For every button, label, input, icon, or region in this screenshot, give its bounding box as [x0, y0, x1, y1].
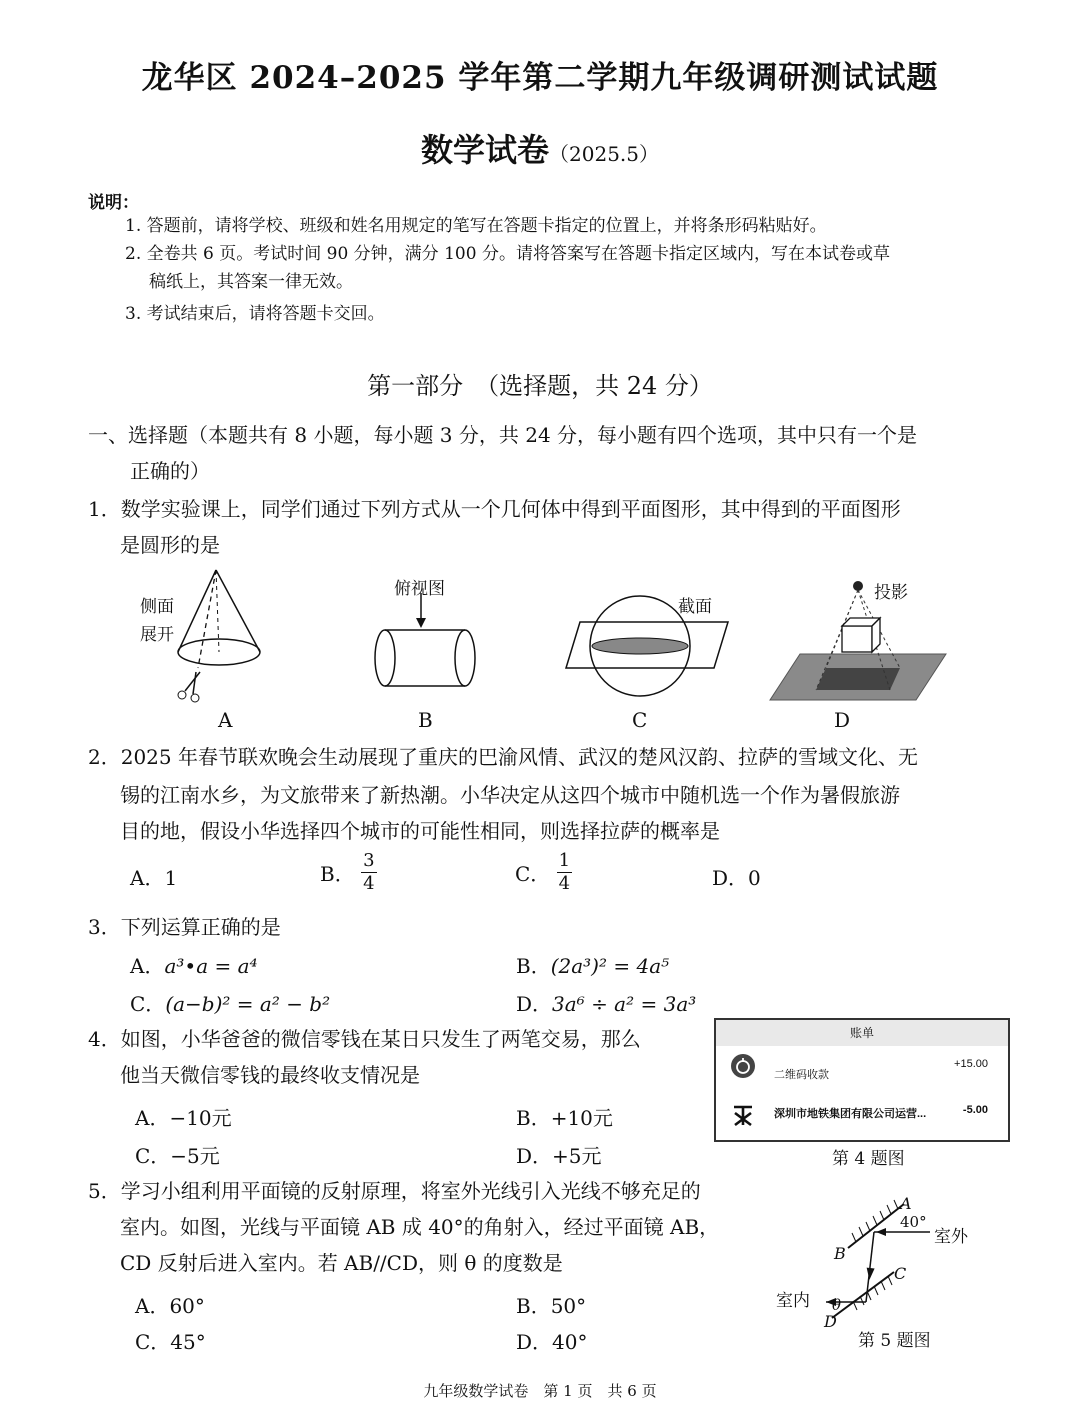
fig-c-label: 截面 [678, 597, 712, 617]
note-2-cont: 稿纸上，其答案一律无效。 [149, 272, 353, 292]
q2-option-b [320, 850, 377, 895]
angle-40-label: 40° [900, 1213, 927, 1231]
indoor-label: 室内 [776, 1291, 810, 1311]
theta-label: θ [832, 1296, 842, 1314]
exam-date: （2025.5） [549, 142, 659, 166]
q3-option-c: C．(a−b)² = a² − b² [130, 992, 331, 1016]
cylinder-figure [375, 593, 475, 686]
q2-stem-cont2: 目的地，假设小华选择四个城市的可能性相同，则选择拉萨的概率是 [120, 819, 720, 843]
q1-option-c: C [632, 708, 648, 732]
q1-stem-cont: 是圆形的是 [120, 533, 220, 557]
q4-figure-caption: 第 4 题图 [832, 1149, 905, 1169]
exam-subtitle [0, 125, 1080, 171]
q1-figures [120, 560, 980, 735]
fraction-1-4: $\frac{1}{4}$ [558, 850, 571, 894]
fig-d-label: 投影 [874, 583, 908, 603]
q1-option-a: A [218, 708, 233, 732]
fig-a-label2: 展开 [140, 625, 174, 645]
q2-stem: 2．2025 年春节联欢晚会生动展现了重庆的巴渝风情、武汉的楚风汉韵、拉萨的雪域文化、无 [88, 745, 918, 769]
projection-figure [770, 581, 946, 700]
q3-option-d: D．3a⁶ ÷ a² = 3a³ [516, 992, 697, 1016]
q3-option-a: A．a³•a = a⁴ [130, 954, 258, 978]
q5-option-a: A．60° [135, 1294, 205, 1318]
q1-option-d: D [834, 708, 851, 732]
wechat-bill [714, 1018, 1010, 1142]
q4-option-d: D．+5元 [516, 1144, 602, 1168]
qrcode-receive-icon [730, 1053, 756, 1079]
fig-b-label: 俯视图 [394, 579, 445, 599]
bill-row1-name: 二维码收款 [774, 1069, 829, 1081]
q5-stem: 5．学习小组利用平面镜的反射原理，将室外光线引入光线不够充足的 [88, 1179, 701, 1203]
subject-title: 数学试卷 [421, 131, 550, 169]
q2-option-d: D．0 [712, 866, 761, 890]
outdoor-label: 室外 [934, 1227, 968, 1247]
q2-option-c-label: C． [515, 862, 551, 886]
q5-option-b: B．50° [516, 1294, 587, 1318]
notes-heading: 说明： [88, 193, 139, 213]
metro-logo-icon [732, 1103, 754, 1127]
q4-stem: 4．如图，小华爸爸的微信零钱在某日只发生了两笔交易，那么 [88, 1027, 641, 1051]
section-heading-cont: 正确的） [130, 459, 210, 483]
q1-option-b: B [418, 708, 433, 732]
bill-row2-amount: -5.00 [962, 1104, 988, 1116]
q5-option-d: D．40° [516, 1330, 588, 1354]
mirror-figure [770, 1192, 980, 1332]
bill-row1-amount: +15.00 [954, 1058, 988, 1070]
point-a-label: A [900, 1194, 912, 1213]
point-b-label: B [834, 1244, 846, 1263]
section-title: 第一部分 （选择题，共 24 分） [367, 372, 713, 400]
q2-stem-cont1: 锡的江南水乡，为文旅带来了新热潮。小华决定从这四个城市中随机选一个作为暑假旅游 [120, 783, 900, 807]
q3-stem: 3．下列运算正确的是 [88, 915, 281, 939]
q2-option-a: A．1 [130, 866, 178, 890]
fig-a-label1: 侧面 [140, 597, 174, 617]
section-heading: 一、选择题（本题共有 8 小题，每小题 3 分，共 24 分，每小题有四个选项，其中只有一个是 [88, 423, 918, 447]
note-2: 2. 全卷共 6 页。考试时间 90 分钟，满分 100 分。请将答案写在答题卡指定区域内，写在本试卷或草 [125, 244, 890, 264]
q4-stem-cont: 他当天微信零钱的最终收支情况是 [120, 1063, 420, 1087]
fraction-3-4: $\frac{3}{4}$ [363, 850, 375, 894]
q2-option-b-label: B． [320, 862, 355, 886]
note-3: 3. 考试结束后，请将答题卡交回。 [125, 304, 385, 324]
q5-stem-cont2: CD 反射后进入室内。若 AB//CD，则 θ 的度数是 [120, 1251, 563, 1275]
q5-stem-cont1: 室内。如图，光线与平面镜 AB 成 40°的角射入，经过平面镜 AB， [120, 1215, 720, 1239]
bill-row [716, 1046, 1008, 1093]
q2-option-c [515, 850, 572, 895]
cone-figure [178, 570, 260, 702]
q4-option-b: B．+10元 [516, 1106, 613, 1130]
note-1: 1. 答题前，请将学校、班级和姓名用规定的笔写在答题卡指定的位置上，并将条形码粘贴好。 [125, 216, 827, 236]
bill-title: 账单 [716, 1020, 1008, 1046]
bill-row2-name: 深圳市地铁集团有限公司运营... [774, 1108, 927, 1120]
q3-option-b: B．(2a³)² = 4a⁵ [516, 954, 670, 978]
q4-option-c: C．−5元 [135, 1144, 220, 1168]
q5-option-c: C．45° [135, 1330, 206, 1354]
q4-option-a: A．−10元 [135, 1106, 232, 1130]
bill-row [716, 1093, 1008, 1138]
q1-stem: 1．数学实验课上，同学们通过下列方式从一个几何体中得到平面图形，其中得到的平面图形 [88, 497, 901, 521]
point-c-label: C [894, 1264, 907, 1283]
page-footer: 九年级数学试卷 第 1 页 共 6 页 [423, 1382, 657, 1400]
point-d-label: D [824, 1312, 837, 1331]
exam-title: 龙华区 2024–2025 学年第二学期九年级调研测试试题 [141, 60, 939, 96]
q5-figure-caption: 第 5 题图 [858, 1331, 931, 1351]
